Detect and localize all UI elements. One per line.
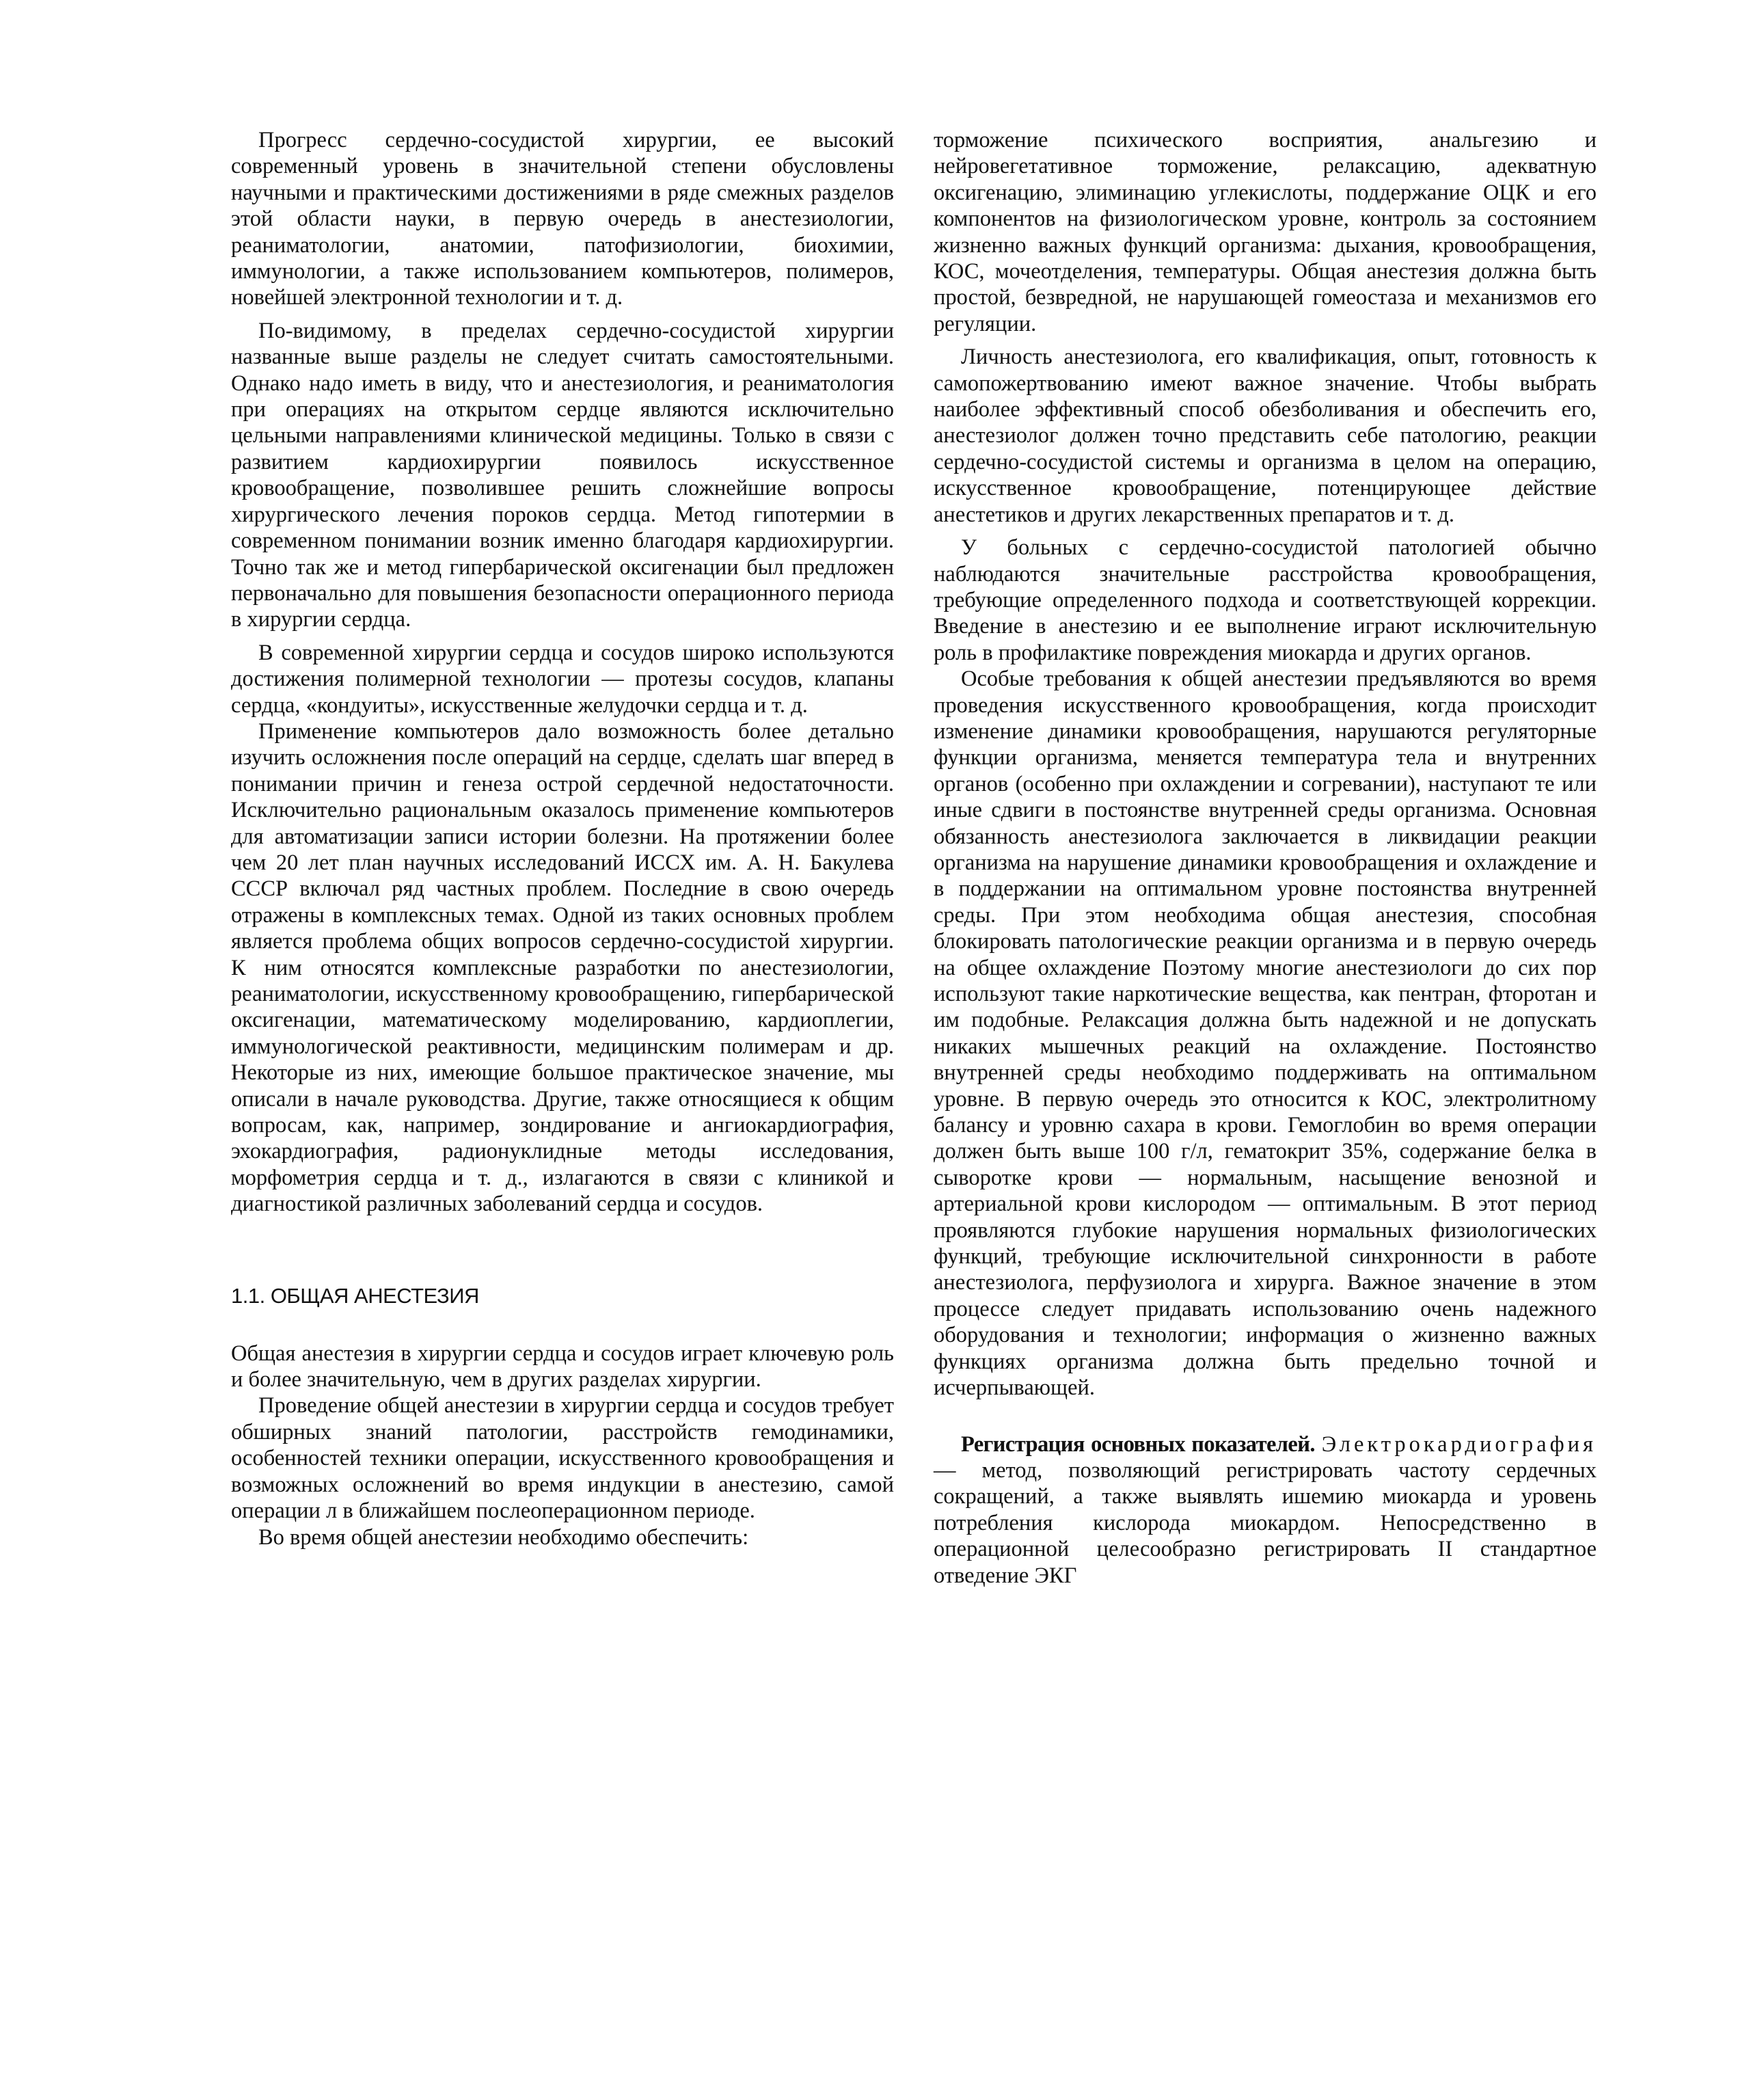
- spaced-term: Электрокардиография: [1321, 1431, 1597, 1457]
- paragraph-requirements: Проведение общей анестезии в хирургии сердца и сосудов требует обширных знаний патологии, расстройств гемодинамики, особенностей техники операции, искусственного кровообращения и возможных осложнений во время индукции в анестезию, самой операции л в ближайшем послеоперационном периоде.: [231, 1393, 894, 1524]
- section-heading: 1.1. ОБЩАЯ АНЕСТЕЗИЯ: [231, 1283, 479, 1308]
- paragraph-key-role: Общая анестезия в хирургии сердца и сосудов играет ключевую роль и более значительную, чем в других разделах хирургии.: [231, 1341, 894, 1393]
- paragraph-anesthesiologist: Личность анестезиолога, его квалификация, опыт, готовность к самопожертвованию имеют важное значение. Чтобы выбрать наиболее эффективный способ обезболивания и обеспечить его, анестезиолог должен точно представить себе патологию, реакции сердечно-сосудистой системы и организма в целом на операцию, искусственное кровообращение, потенцирующее действие анестетиков и других лекарственных препаратов и т. д.: [934, 345, 1597, 527]
- paragraph-ensure: Во время общей анестезии необходимо обеспечить:: [258, 1524, 749, 1550]
- run-in-heading: Регистрация основных показателей.: [961, 1431, 1315, 1457]
- registration-text: — метод, позволяющий регистрировать частоту сердечных сокращений, а также выявлять ишемию миокарда и уровень потребления кислорода миокардом. Непосредственно в операционной целесообразно регистрировать II стандартное отведение ЭКГ: [934, 1457, 1597, 1588]
- paragraph-patients: У больных с сердечно-сосудистой патологией обычно наблюдаются значительные расстройства кровообращения, требующие определенного подхода и соответствующей коррекции. Введение в анестезию и ее выполнение играют исключительную роль в профилактике повреждения миокарда и других органов.: [934, 535, 1597, 665]
- paragraph-progress: Прогресс сердечно-сосудистой хирургии, ее высокий современный уровень в значительной степени обусловлены научными и практическими достижениями в ряде смежных разделов этой области науки, в первую очередь в анестезиологии, реаниматологии, анатомии, патофизиологии, биохимии, иммунологии, а также использованием компьютеров, полимеров, новейшей электронной технологии и т. д.: [231, 128, 894, 310]
- paragraph-sections: По-видимому, в пределах сердечно-сосудистой хирургии названные выше разделы не следует считать самостоятельными. Однако надо иметь в виду, что и анестезиология, и реаниматология при операциях на открытом сердце являются исключительно цельными направлениями клинической медицины. Только в связи с развитием кардиохирургии появилось искусственное кровообращение, позволившее решить сложнейшие вопросы хирургического лечения пороков сердца. Метод гипотермии в современном понимании возник именно благодаря кардиохирургии. Точно так же и метод гипербарической оксигенации был предложен первоначально для повышения безопасности операционного периода в хирургии сердца.: [231, 318, 894, 632]
- left-column: [231, 127, 894, 1550]
- paragraph-polymers: В современной хирургии сердца и сосудов широко используются достижения полимерной технологии — протезы сосудов, клапаны сердца, «кондуиты», искусственные желудочки сердца и т. д.: [231, 640, 894, 718]
- right-column: [934, 127, 1597, 1589]
- paragraph-computers: Применение компьютеров дало возможность более детально изучить осложнения после операций на сердце, сделать шаг вперед в понимании причин и генеза острой сердечной недостаточности. Исключительно рациональным оказалось применение компьютеров для автоматизации записи истории болезни. На протяжении более чем 20 лет план научных исследований ИССХ им. А. Н. Бакулева СССР включал ряд частных проблем. Последние в свою очередь отражены в комплексных темах. Одной из таких основных проблем является проблема общих вопросов сердечно-сосудистой хирургии. К ним относятся комплексные разработки по анестезиологии, реаниматологии, искусственному кровообращению, гипербарической оксигенации, математическому моделированию, кардиоплегии, иммунологической реактивности, медицинским полимерам и др. Некоторые из них, имеющие большое практическое значение, мы описали в начале руководства. Другие, также относящиеся к общим вопросам, как, например, зондирование и ангиокардиография, эхокардиография, радионуклидные методы исследования, морфометрия сердца и т. д., излагаются в связи с клиникой и диагностикой различных заболеваний сердца и сосудов.: [231, 718, 894, 1217]
- paragraph-inhibition: торможение психического восприятия, анальгезию и нейровегетативное торможение, релаксацию, адекватную оксигенацию, элиминацию углекислоты, поддержание ОЦК и его компонентов на физиологическом уровне, контроль за состоянием жизненно важных функций организма: дыхания, кровообращения, КОС, мочеотделения, температуры. Общая анестезия должна быть простой, безвредной, не нарушающей гомеостаза и механизмов его регуляции.: [934, 128, 1597, 336]
- paragraph-special-requirements: Особые требования к общей анестезии предъявляются во время проведения искусственного кровообращения, когда происходит изменение динамики кровообращения, нарушаются регуляторные функции организма, меняется температура тела и внутренних органов (особенно при охлаждении и согревании), наступают те или иные сдвиги в постоянстве внутренней среды организма. Основная обязанность анестезиолога заключается в ликвидации реакции организма на нарушение динамики кровообращения и охлаждение и в поддержании на оптимальном уровне постоянства внутренней среды. При этом необходима общая анестезия, способная блокировать патологические реакции организма и в первую очередь на общее охлаждение Поэтому многие анестезиологи до сих пор используют такие наркотические вещества, как пентран, фторотан и им подобные. Релаксация должна быть надежной и не допускать никаких мышечных реакций на охлаждение. Постоянство внутренней среды необходимо поддерживать на оптимальном уровне. В первую очередь это относится к КОС, электролитному балансу и уровню сахара в крови. Гемоглобин во время операции должен быть выше 100 г/л, гематокрит 35%, содержание белка в сыворотке крови — нормальным, насыщение венозной и артериальной крови кислородом — оптимальным. В этот период проявляются глубокие нарушения нормальных физиологических функций, требующие исключительной синхронности в работе анестезиолога, перфузиолога и хирурга. Важное значение в этом процессе следует придавать использованию очень надежного оборудования и технологии; информация о жизненно важных функциях организма должна быть предельно точной и исчерпывающей.: [934, 667, 1597, 1401]
- paragraph-registration: [934, 1431, 1597, 1589]
